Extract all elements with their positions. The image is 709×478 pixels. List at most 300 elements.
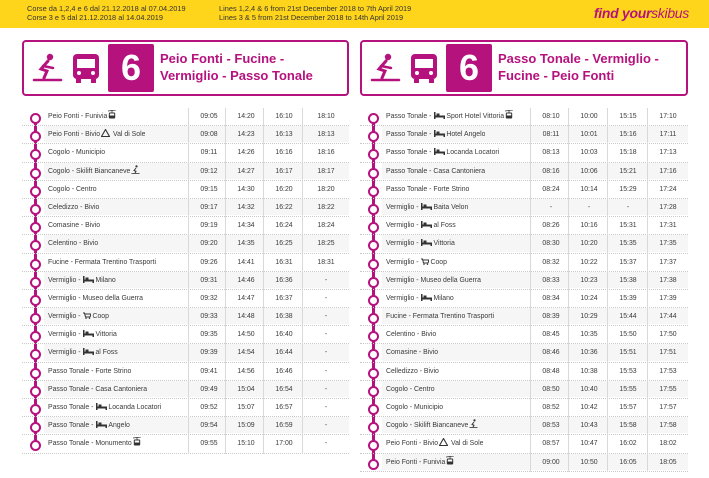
departure-time: 14:41 xyxy=(237,258,255,266)
departure-time: 16:10 xyxy=(275,113,293,120)
stop-marker xyxy=(30,295,41,306)
departure-time: 09:11 xyxy=(200,149,218,157)
stop-row xyxy=(360,126,688,144)
stop-marker xyxy=(30,313,41,324)
hotel-icon xyxy=(433,113,446,120)
departure-time: 09:31 xyxy=(200,276,218,284)
column-divider xyxy=(263,108,264,454)
departure-time: 15:35 xyxy=(619,240,637,248)
stop-name: Passo Tonale - Forte Strino xyxy=(48,367,132,375)
hotel-icon xyxy=(433,149,446,156)
bus-icon xyxy=(405,49,443,87)
stop-row xyxy=(360,217,688,235)
stop-row xyxy=(360,344,688,362)
stop-name: Vermiglio - Baita Velon xyxy=(386,203,469,211)
departure-time: 15:31 xyxy=(619,222,637,230)
departure-time: 08:52 xyxy=(542,404,560,411)
stop-marker xyxy=(30,368,41,379)
stop-row xyxy=(360,381,688,399)
departure-time: 08:53 xyxy=(542,422,560,430)
departure-time: 10:14 xyxy=(580,185,598,193)
departure-time: 09:15 xyxy=(200,185,218,193)
departure-time: - xyxy=(587,203,591,211)
departure-time: 08:10 xyxy=(542,113,560,120)
stop-name: Vermiglio - Vittoria xyxy=(386,240,455,248)
departure-time: 17:55 xyxy=(659,385,677,393)
departure-time: 14:27 xyxy=(237,167,255,175)
departure-time: 15:15 xyxy=(619,113,637,120)
stop-row xyxy=(22,144,349,162)
departure-time: 09:08 xyxy=(200,131,218,139)
stop-name: Vermiglio - al Foss xyxy=(386,222,456,230)
departure-time: - xyxy=(549,203,553,211)
departure-time: 17:16 xyxy=(659,167,677,175)
departure-time: - xyxy=(324,349,328,357)
departure-time: 15:29 xyxy=(619,185,637,193)
stop-name: Passo Tonale - Sport Hotel Vittoria xyxy=(386,108,514,126)
departure-time: 15:10 xyxy=(237,440,255,448)
cable-car-icon xyxy=(445,459,455,466)
departure-time: 15:04 xyxy=(237,385,255,393)
stop-list xyxy=(360,108,688,472)
departure-time: 17:37 xyxy=(659,258,677,266)
departure-time: 08:33 xyxy=(542,276,560,284)
column-divider xyxy=(607,108,608,472)
departure-time: 16:16 xyxy=(275,149,293,157)
stop-marker xyxy=(368,368,379,379)
hotel-icon xyxy=(420,222,433,229)
departure-time: 15:57 xyxy=(619,404,637,411)
departure-time: - xyxy=(324,331,328,339)
stop-row xyxy=(360,108,688,126)
stop-name: Vermiglio - Vittoria xyxy=(48,331,117,339)
stop-name: Peio Fonti - Bivio Val di Sole xyxy=(386,440,484,448)
departure-time: 10:22 xyxy=(580,258,598,266)
departure-time: 08:24 xyxy=(542,185,560,193)
stop-marker xyxy=(368,259,379,270)
departure-time: 18:20 xyxy=(317,185,335,193)
departure-time: 09:49 xyxy=(200,385,218,393)
cable-car-icon xyxy=(504,113,514,120)
stop-marker xyxy=(368,168,379,179)
stop-name: Cogolo - Municipio xyxy=(48,149,106,157)
departure-time: 16:24 xyxy=(275,222,293,230)
hotel-icon xyxy=(95,404,108,411)
hotel-icon xyxy=(82,331,95,338)
departure-time: 09:17 xyxy=(200,203,218,211)
stop-marker xyxy=(368,131,379,142)
departure-time: 10:35 xyxy=(580,331,598,339)
stop-name: Vermiglio - Milano xyxy=(48,276,116,284)
stop-marker xyxy=(368,422,379,433)
departure-time: 08:16 xyxy=(542,167,560,175)
stop-row xyxy=(22,363,349,381)
stop-name: Celedizzo - Bivio xyxy=(48,203,100,211)
departure-time: 14:47 xyxy=(237,294,255,302)
column-divider xyxy=(225,108,226,454)
departure-time: 10:36 xyxy=(580,349,598,357)
departure-time: 08:34 xyxy=(542,294,560,302)
departure-time: 14:46 xyxy=(237,276,255,284)
stop-name: Peio Fonti - Bivio Val di Sole xyxy=(48,131,146,139)
departure-time: 09:32 xyxy=(200,294,218,302)
route-number: 6 xyxy=(108,44,154,92)
departure-time: 08:13 xyxy=(542,149,560,157)
top-banner xyxy=(0,0,709,28)
departure-time: 16:05 xyxy=(619,458,637,466)
departure-time: 14:48 xyxy=(237,313,255,321)
departure-time: 16:57 xyxy=(275,404,293,411)
departure-time: 10:29 xyxy=(580,313,598,321)
departure-time: 14:26 xyxy=(237,149,255,157)
stop-marker xyxy=(30,259,41,270)
departure-time: 08:46 xyxy=(542,349,560,357)
stop-marker xyxy=(30,131,41,142)
departure-time: 09:20 xyxy=(200,240,218,248)
validity-line: Lines 1,2,4 & 6 from 21st December 2018 to 7th April 2019 xyxy=(219,4,412,13)
departure-time: 17:24 xyxy=(659,185,677,193)
departure-time: 10:20 xyxy=(580,240,598,248)
departure-time: 09:39 xyxy=(200,349,218,357)
shop-icon xyxy=(420,259,430,266)
departure-time: 15:38 xyxy=(619,276,637,284)
stop-name: Celentino - Bivio xyxy=(48,240,99,248)
departure-time: 15:44 xyxy=(619,313,637,321)
stop-marker xyxy=(30,386,41,397)
stop-row xyxy=(22,181,349,199)
stop-marker xyxy=(368,113,379,124)
departure-time: 10:23 xyxy=(580,276,598,284)
stop-row xyxy=(360,235,688,253)
stop-marker xyxy=(368,386,379,397)
stop-name: Vermiglio - Coop xyxy=(386,258,447,266)
stop-name: Cogolo - Centro xyxy=(48,185,97,193)
route-name: Passo Tonale - Vermiglio - Fucine - Peio Fonti xyxy=(498,51,659,83)
stop-marker xyxy=(368,313,379,324)
departure-time: 09:55 xyxy=(200,440,218,448)
stop-row xyxy=(360,199,688,217)
departure-time: - xyxy=(324,422,328,430)
departure-time: 10:47 xyxy=(580,440,598,448)
departure-time: 10:38 xyxy=(580,367,598,375)
validity-line: Corse da 1,2,4 e 6 dal 21.12.2018 al 07.04.2019 xyxy=(27,4,186,13)
stop-row xyxy=(22,254,349,272)
departure-time: 10:00 xyxy=(580,113,598,120)
departure-time: - xyxy=(324,404,328,411)
departure-time: 16:38 xyxy=(275,313,293,321)
departure-time: 17:57 xyxy=(659,404,677,411)
route-name: Peio Fonti - Fucine - Vermiglio - Passo Tonale xyxy=(160,51,313,83)
stop-row xyxy=(360,144,688,162)
departure-time: 15:50 xyxy=(619,331,637,339)
departure-time: 08:57 xyxy=(542,440,560,448)
stop-marker xyxy=(30,422,41,433)
departure-time: 16:25 xyxy=(275,240,293,248)
departure-time: 17:11 xyxy=(659,131,677,139)
stop-name: Comasine - Bivio xyxy=(48,222,101,230)
departure-time: 16:44 xyxy=(275,349,293,357)
departure-time: 14:20 xyxy=(237,113,255,120)
triangle-icon xyxy=(100,131,111,138)
column-divider xyxy=(530,108,531,472)
departure-time: 14:34 xyxy=(237,222,255,230)
stop-marker xyxy=(368,349,379,360)
stop-name: Vermiglio - Coop xyxy=(48,313,109,321)
stop-name: Fucine - Fermata Trentino Trasporti xyxy=(386,313,494,321)
departure-time: 09:19 xyxy=(200,222,218,230)
departure-time: 15:39 xyxy=(619,294,637,302)
departure-time: 14:54 xyxy=(237,349,255,357)
stop-name: Vermiglio - al Foss xyxy=(48,349,118,357)
brand-logo: find yourskibus xyxy=(593,5,689,21)
departure-time: 16:54 xyxy=(275,385,293,393)
stop-name: Cogolo - Skilift Biancaneve xyxy=(386,417,479,435)
departure-time: 16:59 xyxy=(275,422,293,430)
departure-time: 09:54 xyxy=(200,422,218,430)
departure-time: 18:05 xyxy=(659,458,677,466)
stop-row xyxy=(360,399,688,417)
stop-name: Comasine - Bivio xyxy=(386,349,439,357)
departure-time: 08:48 xyxy=(542,367,560,375)
stop-row xyxy=(22,399,349,417)
departure-time: - xyxy=(324,276,328,284)
hotel-icon xyxy=(82,349,95,356)
stop-row xyxy=(22,199,349,217)
stop-marker xyxy=(368,204,379,215)
stop-row xyxy=(360,181,688,199)
departure-time: 17:10 xyxy=(659,113,677,120)
stop-row xyxy=(22,217,349,235)
departure-time: 16:31 xyxy=(275,258,293,266)
departure-time: 17:31 xyxy=(659,222,677,230)
stop-marker xyxy=(30,240,41,251)
stop-name: Passo Tonale - Hotel Angelo xyxy=(386,131,486,139)
stop-marker xyxy=(368,295,379,306)
departure-time: 18:22 xyxy=(317,203,335,211)
stop-row xyxy=(360,454,688,472)
stop-row xyxy=(360,290,688,308)
departure-time: 09:26 xyxy=(200,258,218,266)
hotel-icon xyxy=(420,295,433,302)
departure-time: 16:02 xyxy=(619,440,637,448)
stop-marker xyxy=(30,222,41,233)
departure-time: 17:28 xyxy=(659,203,677,211)
departure-time: 16:37 xyxy=(275,294,293,302)
stop-row xyxy=(22,435,349,453)
departure-time: - xyxy=(324,385,328,393)
stop-name: Peio Fonti - Funivia xyxy=(386,454,455,472)
departure-time: 18:13 xyxy=(317,131,335,139)
stop-row xyxy=(22,290,349,308)
departure-time: 15:53 xyxy=(619,367,637,375)
departure-time: 10:16 xyxy=(580,222,598,230)
stop-marker xyxy=(368,222,379,233)
stop-name: Vermiglio - Museo della Guerra xyxy=(386,276,481,284)
departure-time: 10:06 xyxy=(580,167,598,175)
departure-time: 15:21 xyxy=(619,167,637,175)
stop-marker xyxy=(368,186,379,197)
departure-time: 17:00 xyxy=(275,440,293,448)
stop-marker xyxy=(30,186,41,197)
stop-row xyxy=(360,417,688,435)
stop-row xyxy=(360,435,688,453)
hotel-icon xyxy=(82,277,95,284)
departure-time: 08:45 xyxy=(542,331,560,339)
stop-row xyxy=(22,126,349,144)
departure-time: 18:31 xyxy=(317,258,335,266)
departure-time: 14:56 xyxy=(237,367,255,375)
departure-time: - xyxy=(626,203,630,211)
departure-time: 09:05 xyxy=(200,113,218,120)
validity-note-italian xyxy=(27,4,186,22)
stop-marker xyxy=(368,331,379,342)
stop-row xyxy=(360,272,688,290)
column-divider xyxy=(568,108,569,472)
route-header xyxy=(360,40,688,96)
departure-time: 16:20 xyxy=(275,185,293,193)
stop-marker xyxy=(30,440,41,451)
stop-name: Passo Tonale - Forte Strino xyxy=(386,185,470,193)
stop-name: Passo Tonale - Locanda Locatori xyxy=(48,404,162,411)
departure-time: 10:01 xyxy=(580,131,598,139)
departure-time: 15:09 xyxy=(237,422,255,430)
stop-marker xyxy=(30,331,41,342)
stop-name: Passo Tonale - Casa Cantoniera xyxy=(48,385,148,393)
stop-marker xyxy=(368,440,379,451)
departure-time: 09:52 xyxy=(200,404,218,411)
departure-time: 17:39 xyxy=(659,294,677,302)
departure-time: 14:50 xyxy=(237,331,255,339)
skier-icon xyxy=(130,168,141,175)
column-divider xyxy=(188,108,189,454)
departure-time: 17:51 xyxy=(659,349,677,357)
stop-name: Cogolo - Skilift Biancaneve xyxy=(48,163,141,181)
departure-time: 18:25 xyxy=(317,240,335,248)
departure-time: 17:58 xyxy=(659,422,677,430)
departure-time: 10:40 xyxy=(580,385,598,393)
stop-row xyxy=(360,326,688,344)
departure-time: 15:55 xyxy=(619,385,637,393)
stop-name: Passo Tonale - Locanda Locatori xyxy=(386,149,500,157)
departure-time: 14:30 xyxy=(237,185,255,193)
stop-row xyxy=(360,363,688,381)
departure-time: 16:17 xyxy=(275,167,293,175)
departure-time: - xyxy=(324,440,328,448)
departure-time: 08:11 xyxy=(542,131,560,139)
route-header xyxy=(22,40,349,96)
stop-row xyxy=(360,308,688,326)
stop-name: Celentino - Bivio xyxy=(386,331,437,339)
departure-time: 16:46 xyxy=(275,367,293,375)
stop-name: Celledizzo - Bivio xyxy=(386,367,439,375)
departure-time: 17:50 xyxy=(659,331,677,339)
departure-time: 18:02 xyxy=(659,440,677,448)
stop-marker xyxy=(30,204,41,215)
stop-row xyxy=(22,344,349,362)
stop-marker xyxy=(368,459,379,470)
departure-time: 15:16 xyxy=(619,131,637,139)
departure-time: 08:30 xyxy=(542,240,560,248)
hotel-icon xyxy=(95,422,108,429)
stop-row xyxy=(22,163,349,181)
hotel-icon xyxy=(420,240,433,247)
stop-marker xyxy=(30,113,41,124)
stop-name: Cogolo - Municipio xyxy=(386,404,444,411)
cable-car-icon xyxy=(132,440,142,447)
stop-name: Passo Tonale - Casa Cantoniera xyxy=(386,167,486,175)
departure-time: 10:24 xyxy=(580,294,598,302)
departure-time: 10:43 xyxy=(580,422,598,430)
stop-row xyxy=(22,417,349,435)
departure-time: 08:50 xyxy=(542,385,560,393)
stop-row xyxy=(22,326,349,344)
cable-car-icon xyxy=(107,113,117,120)
validity-line: Lines 3 & 5 from 21st December 2018 to 14th April 2019 xyxy=(219,13,404,22)
hotel-icon xyxy=(433,131,446,138)
departure-time: 15:51 xyxy=(619,349,637,357)
stop-row xyxy=(22,381,349,399)
departure-time: 09:12 xyxy=(200,167,218,175)
validity-note-english xyxy=(219,4,411,22)
departure-time: 09:35 xyxy=(200,331,218,339)
departure-time: 18:16 xyxy=(317,149,335,157)
departure-time: 15:37 xyxy=(619,258,637,266)
stop-marker xyxy=(368,404,379,415)
stop-marker xyxy=(368,149,379,160)
stop-marker xyxy=(30,349,41,360)
stop-row xyxy=(360,254,688,272)
departure-time: 14:35 xyxy=(237,240,255,248)
stop-name: Vermiglio - Museo della Guerra xyxy=(48,294,143,302)
departure-time: 15:58 xyxy=(619,422,637,430)
departure-time: 16:40 xyxy=(275,331,293,339)
departure-time: 16:22 xyxy=(275,203,293,211)
stop-name: Passo Tonale - Angelo xyxy=(48,422,130,430)
departure-time: - xyxy=(324,294,328,302)
stop-row xyxy=(22,108,349,126)
departure-time: 17:35 xyxy=(659,240,677,248)
departure-time: 08:32 xyxy=(542,258,560,266)
stop-marker xyxy=(30,168,41,179)
departure-time: 10:50 xyxy=(580,458,598,466)
departure-time: 16:36 xyxy=(275,276,293,284)
stop-row xyxy=(22,272,349,290)
departure-time: 18:10 xyxy=(317,113,335,120)
departure-time: 18:24 xyxy=(317,222,335,230)
stop-name: Passo Tonale - Monumento xyxy=(48,435,142,453)
departure-time: - xyxy=(324,367,328,375)
stop-row xyxy=(360,163,688,181)
departure-time: 15:18 xyxy=(619,149,637,157)
departure-time: 08:39 xyxy=(542,313,560,321)
departure-time: - xyxy=(324,313,328,321)
triangle-icon xyxy=(438,440,449,447)
stop-marker xyxy=(368,240,379,251)
stop-name: Fucine - Fermata Trentino Trasporti xyxy=(48,258,156,266)
shop-icon xyxy=(82,313,92,320)
departure-time: 09:00 xyxy=(542,458,560,466)
stop-list xyxy=(22,108,349,454)
stop-name: Peio Fonti - Funivia xyxy=(48,108,117,126)
column-divider xyxy=(647,108,648,472)
stop-marker xyxy=(368,277,379,288)
departure-time: 10:42 xyxy=(580,404,598,411)
skier-icon xyxy=(29,49,67,87)
departure-time: 14:32 xyxy=(237,203,255,211)
stop-marker xyxy=(30,149,41,160)
stop-marker xyxy=(30,404,41,415)
stop-marker xyxy=(30,277,41,288)
